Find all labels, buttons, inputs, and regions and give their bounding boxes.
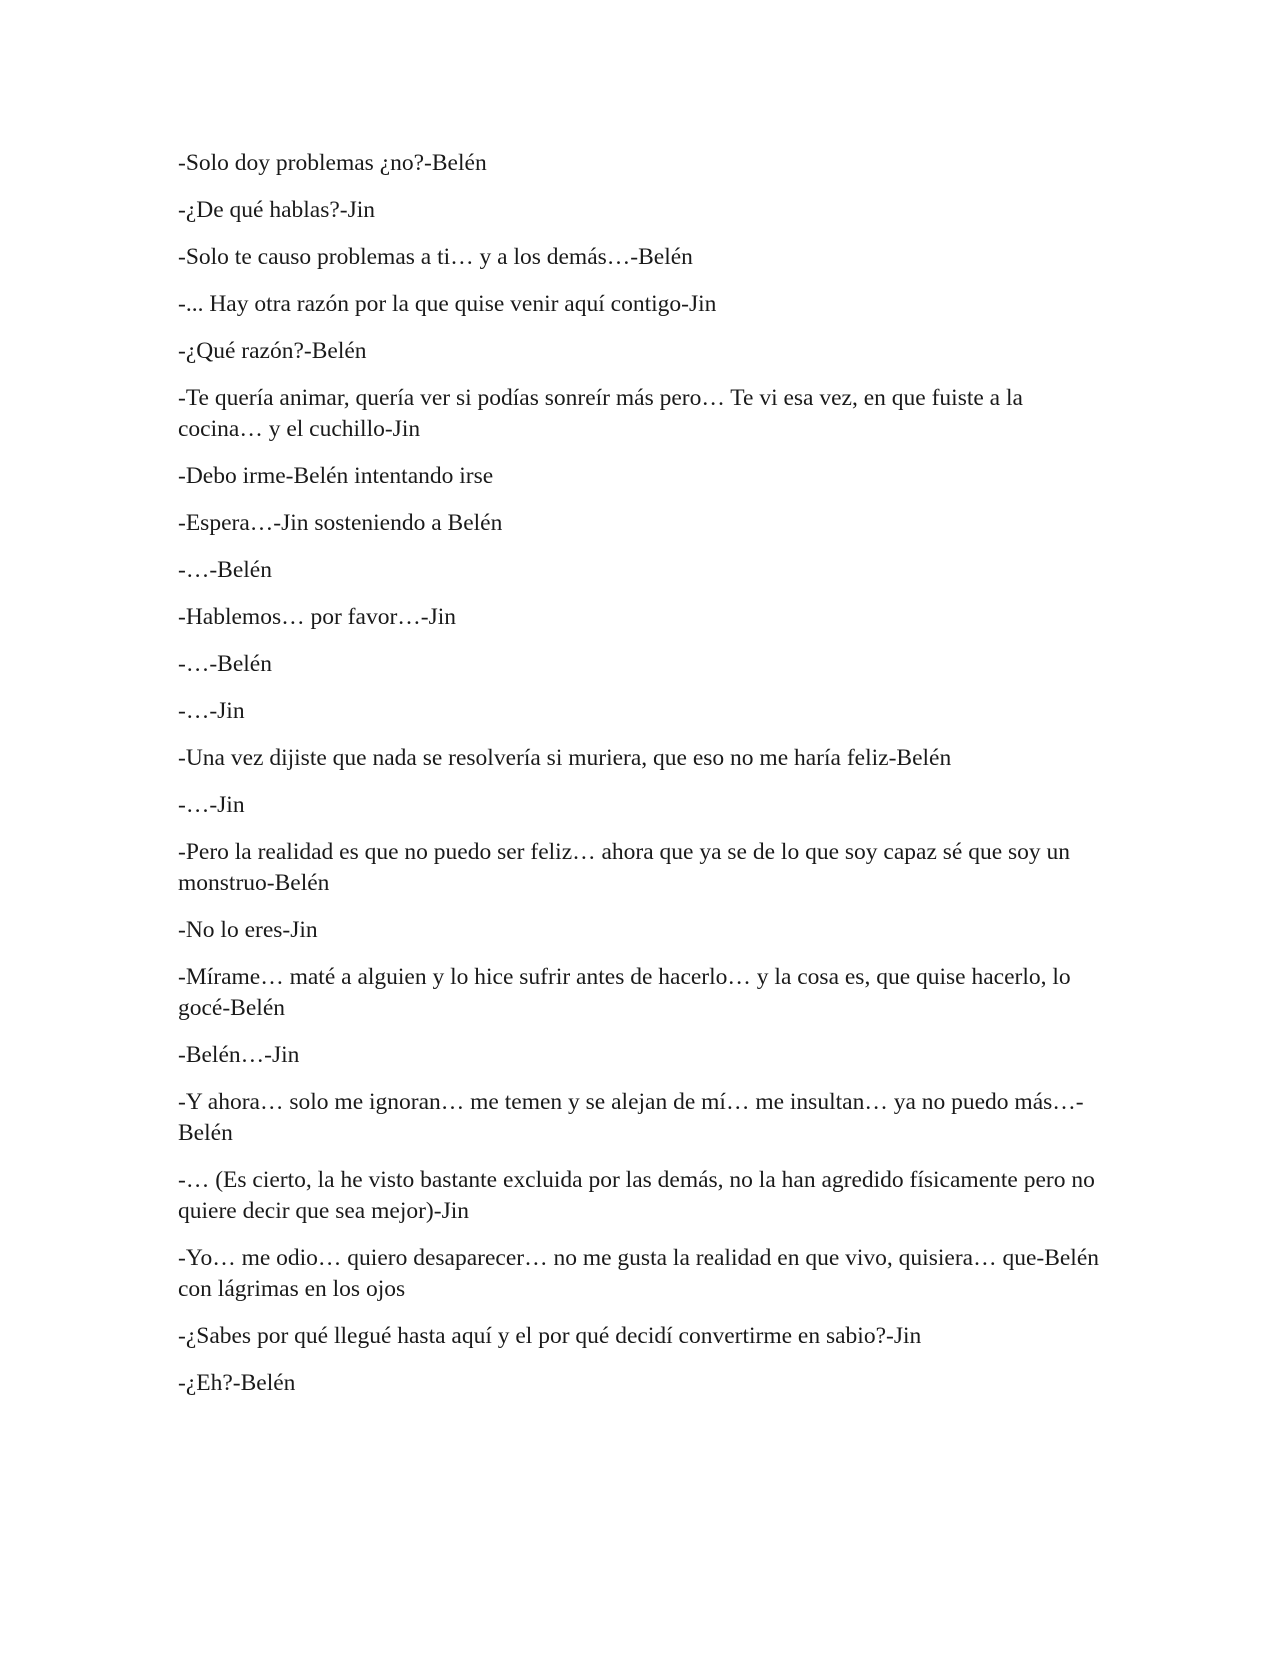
dialogue-line: -Yo… me odio… quiero desaparecer… no me gusta la realidad en que vivo, quisiera… que-Belén con lágrimas en los ojos bbox=[178, 1245, 1100, 1302]
dialogue-line: -No lo eres-Jin bbox=[178, 917, 318, 943]
dialogue-line: -Y ahora… solo me ignoran… me temen y se alejan de mí… me insultan… ya no puedo más…-Belén bbox=[178, 1089, 1084, 1146]
dialogue-line: -Te quería animar, quería ver si podías sonreír más pero… Te vi esa vez, en que fuiste a la cocina… y el cuchillo-Jin bbox=[178, 385, 1023, 442]
dialogue-line: -Debo irme-Belén intentando irse bbox=[178, 463, 494, 489]
dialogue-line: -Una vez dijiste que nada se resolvería si muriera, que eso no me haría feliz-Belén bbox=[178, 745, 952, 771]
dialogue-line: -Belén…-Jin bbox=[178, 1042, 300, 1068]
dialogue-text bbox=[178, 148, 1108, 1415]
dialogue-line: -¿Eh?-Belén bbox=[178, 1370, 296, 1396]
dialogue-line: -¿Qué razón?-Belén bbox=[178, 338, 367, 364]
dialogue-line: -…-Jin bbox=[178, 698, 245, 724]
dialogue-line: -¿Sabes por qué llegué hasta aquí y el por qué decidí convertirme en sabio?-Jin bbox=[178, 1323, 922, 1349]
dialogue-line: -Solo doy problemas ¿no?-Belén bbox=[178, 150, 487, 176]
dialogue-line: -…-Jin bbox=[178, 792, 245, 818]
dialogue-line: -…-Belén bbox=[178, 651, 272, 677]
dialogue-line: -Pero la realidad es que no puedo ser feliz… ahora que ya se de lo que soy capaz sé que soy un monstruo-Belén bbox=[178, 839, 1071, 896]
dialogue-line: -…-Belén bbox=[178, 557, 272, 583]
dialogue-line: -… (Es cierto, la he visto bastante excluida por las demás, no la han agredido físicamente pero no quiere decir que sea mejor)-Jin bbox=[178, 1167, 1095, 1224]
dialogue-line: -Solo te causo problemas a ti… y a los demás…-Belén bbox=[178, 244, 693, 270]
dialogue-line: -¿De qué hablas?-Jin bbox=[178, 197, 376, 223]
dialogue-line: -... Hay otra razón por la que quise venir aquí contigo-Jin bbox=[178, 291, 717, 317]
dialogue-line: -Mírame… maté a alguien y lo hice sufrir antes de hacerlo… y la cosa es, que quise hacerlo, lo gocé-Belén bbox=[178, 964, 1071, 1021]
dialogue-line: -Espera…-Jin sosteniendo a Belén bbox=[178, 510, 503, 536]
dialogue-line: -Hablemos… por favor…-Jin bbox=[178, 604, 457, 630]
